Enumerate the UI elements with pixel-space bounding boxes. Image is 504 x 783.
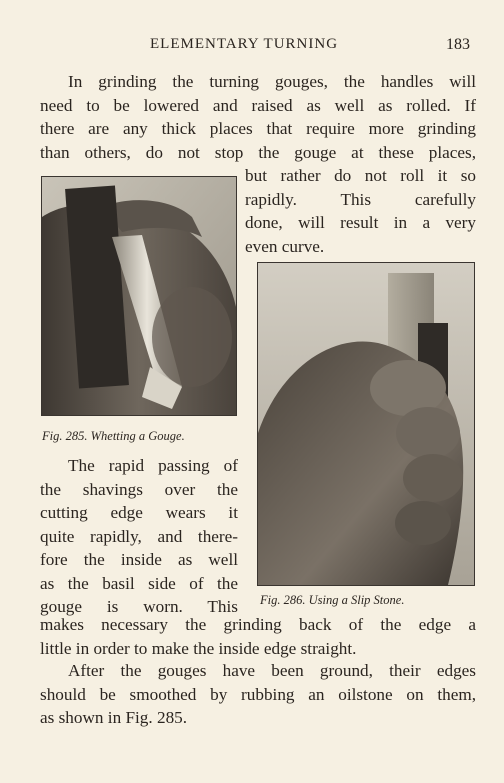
text-line: rapidly. This carefully bbox=[245, 189, 476, 209]
text-line: as the basil side of the bbox=[40, 573, 238, 593]
text-line: The rapid passing of bbox=[68, 456, 238, 475]
page-header bbox=[0, 36, 504, 56]
text-line: gouge is worn. This bbox=[40, 597, 238, 616]
figure-286-caption: Fig. 286. Using a Slip Stone. bbox=[260, 593, 405, 607]
text-line: cutting edge wears it bbox=[40, 503, 238, 522]
text-line: done, will result in a very bbox=[245, 213, 476, 232]
text-line: little in order to make the inside edge straight. bbox=[40, 638, 357, 658]
paragraph-smoothing bbox=[40, 659, 476, 730]
text-line: After the gouges have been ground, their edges bbox=[68, 661, 476, 680]
whetting-gouge-illustration bbox=[42, 177, 236, 415]
text-line: In grinding the turning gouges, the handles will bbox=[68, 72, 476, 91]
text-line: fore the inside as well bbox=[40, 550, 238, 569]
text-line: than others, do not stop the gouge at these places, bbox=[40, 142, 476, 162]
figure-285-photo bbox=[41, 176, 237, 416]
page-number: 183 bbox=[446, 36, 470, 53]
paragraph-wear-continued bbox=[40, 613, 476, 660]
text-line: the shavings over the bbox=[40, 479, 238, 499]
paragraph-wear bbox=[40, 454, 238, 619]
text-line: should be smoothed by rubbing an oilstone on them, bbox=[40, 684, 476, 704]
text-line: quite rapidly, and there- bbox=[40, 526, 238, 546]
running-title: ELEMENTARY TURNING bbox=[150, 36, 339, 52]
text-line: but rather do not roll it so bbox=[245, 166, 476, 185]
figure-286-photo bbox=[257, 262, 475, 586]
text-line: even curve. bbox=[245, 236, 325, 256]
text-line: as shown in Fig. 285. bbox=[40, 708, 188, 727]
text-line: makes necessary the grinding back of the edge a bbox=[40, 615, 476, 634]
slip-stone-illustration bbox=[258, 263, 474, 585]
paragraph-grinding bbox=[40, 70, 476, 164]
text-line: there are any thick places that require more grinding bbox=[40, 119, 476, 138]
figure-285-caption: Fig. 285. Whetting a Gouge. bbox=[42, 429, 185, 443]
paragraph-grinding-continued bbox=[245, 164, 476, 258]
text-line: need to be lowered and raised as well as rolled. If bbox=[40, 95, 476, 115]
